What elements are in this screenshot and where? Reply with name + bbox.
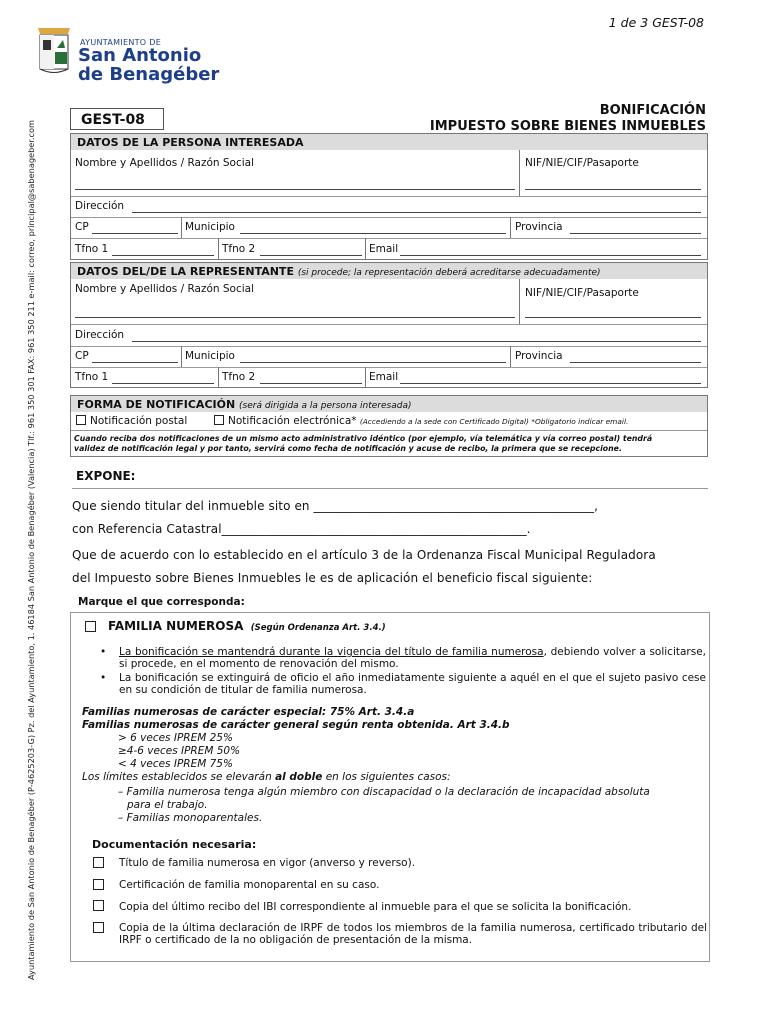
representante-heading-text: DATOS DEL/DE LA REPRESENTANTE xyxy=(77,265,294,278)
bullet-2-text: La bonificación se extinguirá de oficio el año inmediatamente siguiente a aquél en el que el sujeto pasivo cese en su condición de titular de familia numerosa. xyxy=(119,672,706,696)
logo xyxy=(34,26,74,80)
doc-4-checkbox[interactable] xyxy=(93,922,104,933)
direccion-field[interactable] xyxy=(132,212,701,213)
limites-b: al doble xyxy=(275,771,323,783)
notificacion-heading-note: (será dirigida a la persona interesada) xyxy=(239,401,412,411)
familia-especial: Familias numerosas de carácter especial: 75% Art. 3.4.a xyxy=(82,706,415,718)
notificacion-warning xyxy=(74,434,708,454)
electronica-checkbox[interactable] xyxy=(214,415,224,425)
familia-caso-1a: – Familia numerosa tenga algún miembro con discapacidad o la declaración de incapacidad absoluta xyxy=(118,786,650,798)
doc-1: Título de familia numerosa en vigor (anverso y reverso). xyxy=(119,857,416,869)
rep-tfno1-field[interactable] xyxy=(112,383,214,384)
expone-line-1: Que siendo titular del inmueble sito en ______________________________________________, xyxy=(72,499,599,513)
rep-tfno2-field[interactable] xyxy=(260,383,362,384)
tfno2-label: Tfno 2 xyxy=(222,243,256,255)
electronica-label: Notificación electrónica* xyxy=(228,415,357,427)
familia-title-note: (Según Ordenanza Art. 3.4.) xyxy=(250,623,386,633)
limites-a: Los límites establecidos se elevarán xyxy=(82,771,276,783)
rep-direccion-field[interactable] xyxy=(132,341,701,342)
tfno2-field[interactable] xyxy=(260,255,362,256)
municipio-label: Municipio xyxy=(185,221,235,233)
familia-general: Familias numerosas de carácter general según renta obtenida. Art 3.4.b xyxy=(82,719,510,731)
familia-limites xyxy=(82,771,451,783)
doc-2-checkbox[interactable] xyxy=(93,879,104,890)
doc-2: Certificación de familia monoparental en su caso. xyxy=(119,879,380,891)
email-label: Email xyxy=(369,243,399,255)
familia-title: FAMILIA NUMEROSA xyxy=(108,619,244,633)
notificacion-heading-text: FORMA DE NOTIFICACIÓN xyxy=(77,398,236,411)
rep-tfno2-label: Tfno 2 xyxy=(222,371,256,383)
rep-cp-label: CP xyxy=(75,350,89,362)
page-number: 1 de 3 GEST-08 xyxy=(608,15,704,30)
familia-caso-1b: para el trabajo. xyxy=(127,799,208,811)
representante-section xyxy=(70,262,708,388)
rep-nombre-label: Nombre y Apellidos / Razón Social xyxy=(75,283,254,295)
familia-bullet-2: • La bonificación se extinguirá de oficio el año inmediatamente siguiente a aquél en el que el sujeto pasivo cese en su condición de titular de familia numerosa. xyxy=(100,672,706,696)
rep-municipio-label: Municipio xyxy=(185,350,235,362)
rep-tfno1-label: Tfno 1 xyxy=(75,371,109,383)
familia-title-row xyxy=(108,619,386,633)
expone-line-4: del Impuesto sobre Bienes Inmuebles le es de aplicación el beneficio fiscal siguiente: xyxy=(72,571,593,585)
tfno1-field[interactable] xyxy=(112,255,214,256)
rep-nif-field[interactable] xyxy=(525,317,701,318)
familia-numerosa-checkbox[interactable] xyxy=(85,621,96,632)
doc-1-checkbox[interactable] xyxy=(93,857,104,868)
provincia-field[interactable] xyxy=(570,233,701,234)
familia-tier-3: < 4 veces IPREM 75% xyxy=(118,758,233,770)
postal-label: Notificación postal xyxy=(90,415,188,427)
doc-4: Copia de la última declaración de IRPF de todos los miembros de la familia numerosa, certificado tributario del IRPF o certificado de la no obligación de presentación de la misma. xyxy=(119,922,707,946)
logo-line-2: San Antonio xyxy=(78,45,202,66)
interesada-heading: DATOS DE LA PERSONA INTERESADA xyxy=(71,134,707,150)
representante-heading-note: (si procede; la representación deberá acreditarse adecuadamente) xyxy=(297,268,601,278)
provincia-label: Provincia xyxy=(515,221,563,233)
nombre-field[interactable] xyxy=(75,189,515,190)
familia-bullet-1: • La bonificación se mantendrá durante la vigencia del título de familia numerosa, debiendo volver a solicitarse, si procede, en el momento de renovación del mismo. xyxy=(100,646,706,670)
rep-cp-field[interactable] xyxy=(92,362,178,363)
cp-field[interactable] xyxy=(92,233,178,234)
logo-line-3: de Benagéber xyxy=(78,64,220,85)
nombre-label: Nombre y Apellidos / Razón Social xyxy=(75,157,254,169)
notificacion-heading xyxy=(71,396,707,412)
direccion-label: Dirección xyxy=(75,200,125,212)
doc-3: Copia del último recibo del IBI correspondiente al inmueble para el que se solicita la bonificación. xyxy=(119,901,632,913)
rep-nombre-field[interactable] xyxy=(75,317,515,318)
title-line-2: IMPUESTO SOBRE BIENES INMUEBLES xyxy=(429,119,706,134)
notificacion-electronica-option[interactable] xyxy=(214,415,628,427)
coat-of-arms-icon xyxy=(34,26,74,76)
postal-checkbox[interactable] xyxy=(76,415,86,425)
rep-provincia-label: Provincia xyxy=(515,350,563,362)
logo-line-1: AYUNTAMIENTO DE xyxy=(80,38,162,47)
representante-heading xyxy=(71,263,707,279)
nif-field[interactable] xyxy=(525,189,701,190)
rep-nif-label: NIF/NIE/CIF/Pasaporte xyxy=(525,287,639,299)
marque-label: Marque el que corresponda: xyxy=(78,596,245,608)
warning-line-1: Cuando reciba dos notificaciones de un mismo acto administrativo idéntico (por ejemplo, vía telemática y vía correo postal) tendrá xyxy=(74,434,653,443)
doc-3-checkbox[interactable] xyxy=(93,900,104,911)
familia-caso-2: – Familias monoparentales. xyxy=(118,812,263,824)
electronica-note: (Accediendo a la sede con Certificado Digital) *Obligatorio indicar email. xyxy=(359,417,629,426)
page-title xyxy=(430,103,706,135)
expone-line-2: con Referencia Catastral__________________________________________________. xyxy=(72,522,531,536)
bullet-1-underlined: La bonificación se mantendrá durante la vigencia del título de familia numerosa xyxy=(119,646,544,658)
sidebar-address: Ayuntamiento de San Antonio de Benagéber (P-4625203-G) Pz. del Ayuntamiento, 1. 46184 San Antonio de Benagéber (Valencia) Tlf.: 961 350 301 FAX: 961 350 211 e-mail: correo, principal@sabenageber.com xyxy=(26,119,36,980)
bullet-1-rest: , debiendo volver a solicitarse, si procede, en el momento de renovación del mismo. xyxy=(119,646,706,670)
email-field[interactable] xyxy=(400,255,701,256)
expone-heading: EXPONE: xyxy=(72,467,708,489)
rep-direccion-label: Dirección xyxy=(75,329,125,341)
rep-municipio-field[interactable] xyxy=(240,362,506,363)
nif-label: NIF/NIE/CIF/Pasaporte xyxy=(525,157,639,169)
tfno1-label: Tfno 1 xyxy=(75,243,109,255)
rep-email-field[interactable] xyxy=(400,383,701,384)
warning-line-2: validez de notificación legal y por tanto, servirá como fecha de notificación y acuse de recibo, la primera que se recepcione. xyxy=(74,444,622,453)
title-line-1: BONIFICACIÓN xyxy=(599,103,706,118)
expone-line-3: Que de acuerdo con lo establecido en el artículo 3 de la Ordenanza Fiscal Municipal Reguladora xyxy=(72,548,656,562)
limites-c: en los siguientes casos: xyxy=(322,771,451,783)
notificacion-postal-option[interactable] xyxy=(76,415,187,427)
rep-provincia-field[interactable] xyxy=(570,362,701,363)
doc-heading: Documentación necesaria: xyxy=(92,838,257,851)
familia-tier-1: > 6 veces IPREM 25% xyxy=(118,732,233,744)
cp-label: CP xyxy=(75,221,89,233)
municipio-field[interactable] xyxy=(240,233,506,234)
rep-email-label: Email xyxy=(369,371,399,383)
form-code: GEST-08 xyxy=(70,108,164,130)
familia-tier-2: ≥4-6 veces IPREM 50% xyxy=(118,745,241,757)
